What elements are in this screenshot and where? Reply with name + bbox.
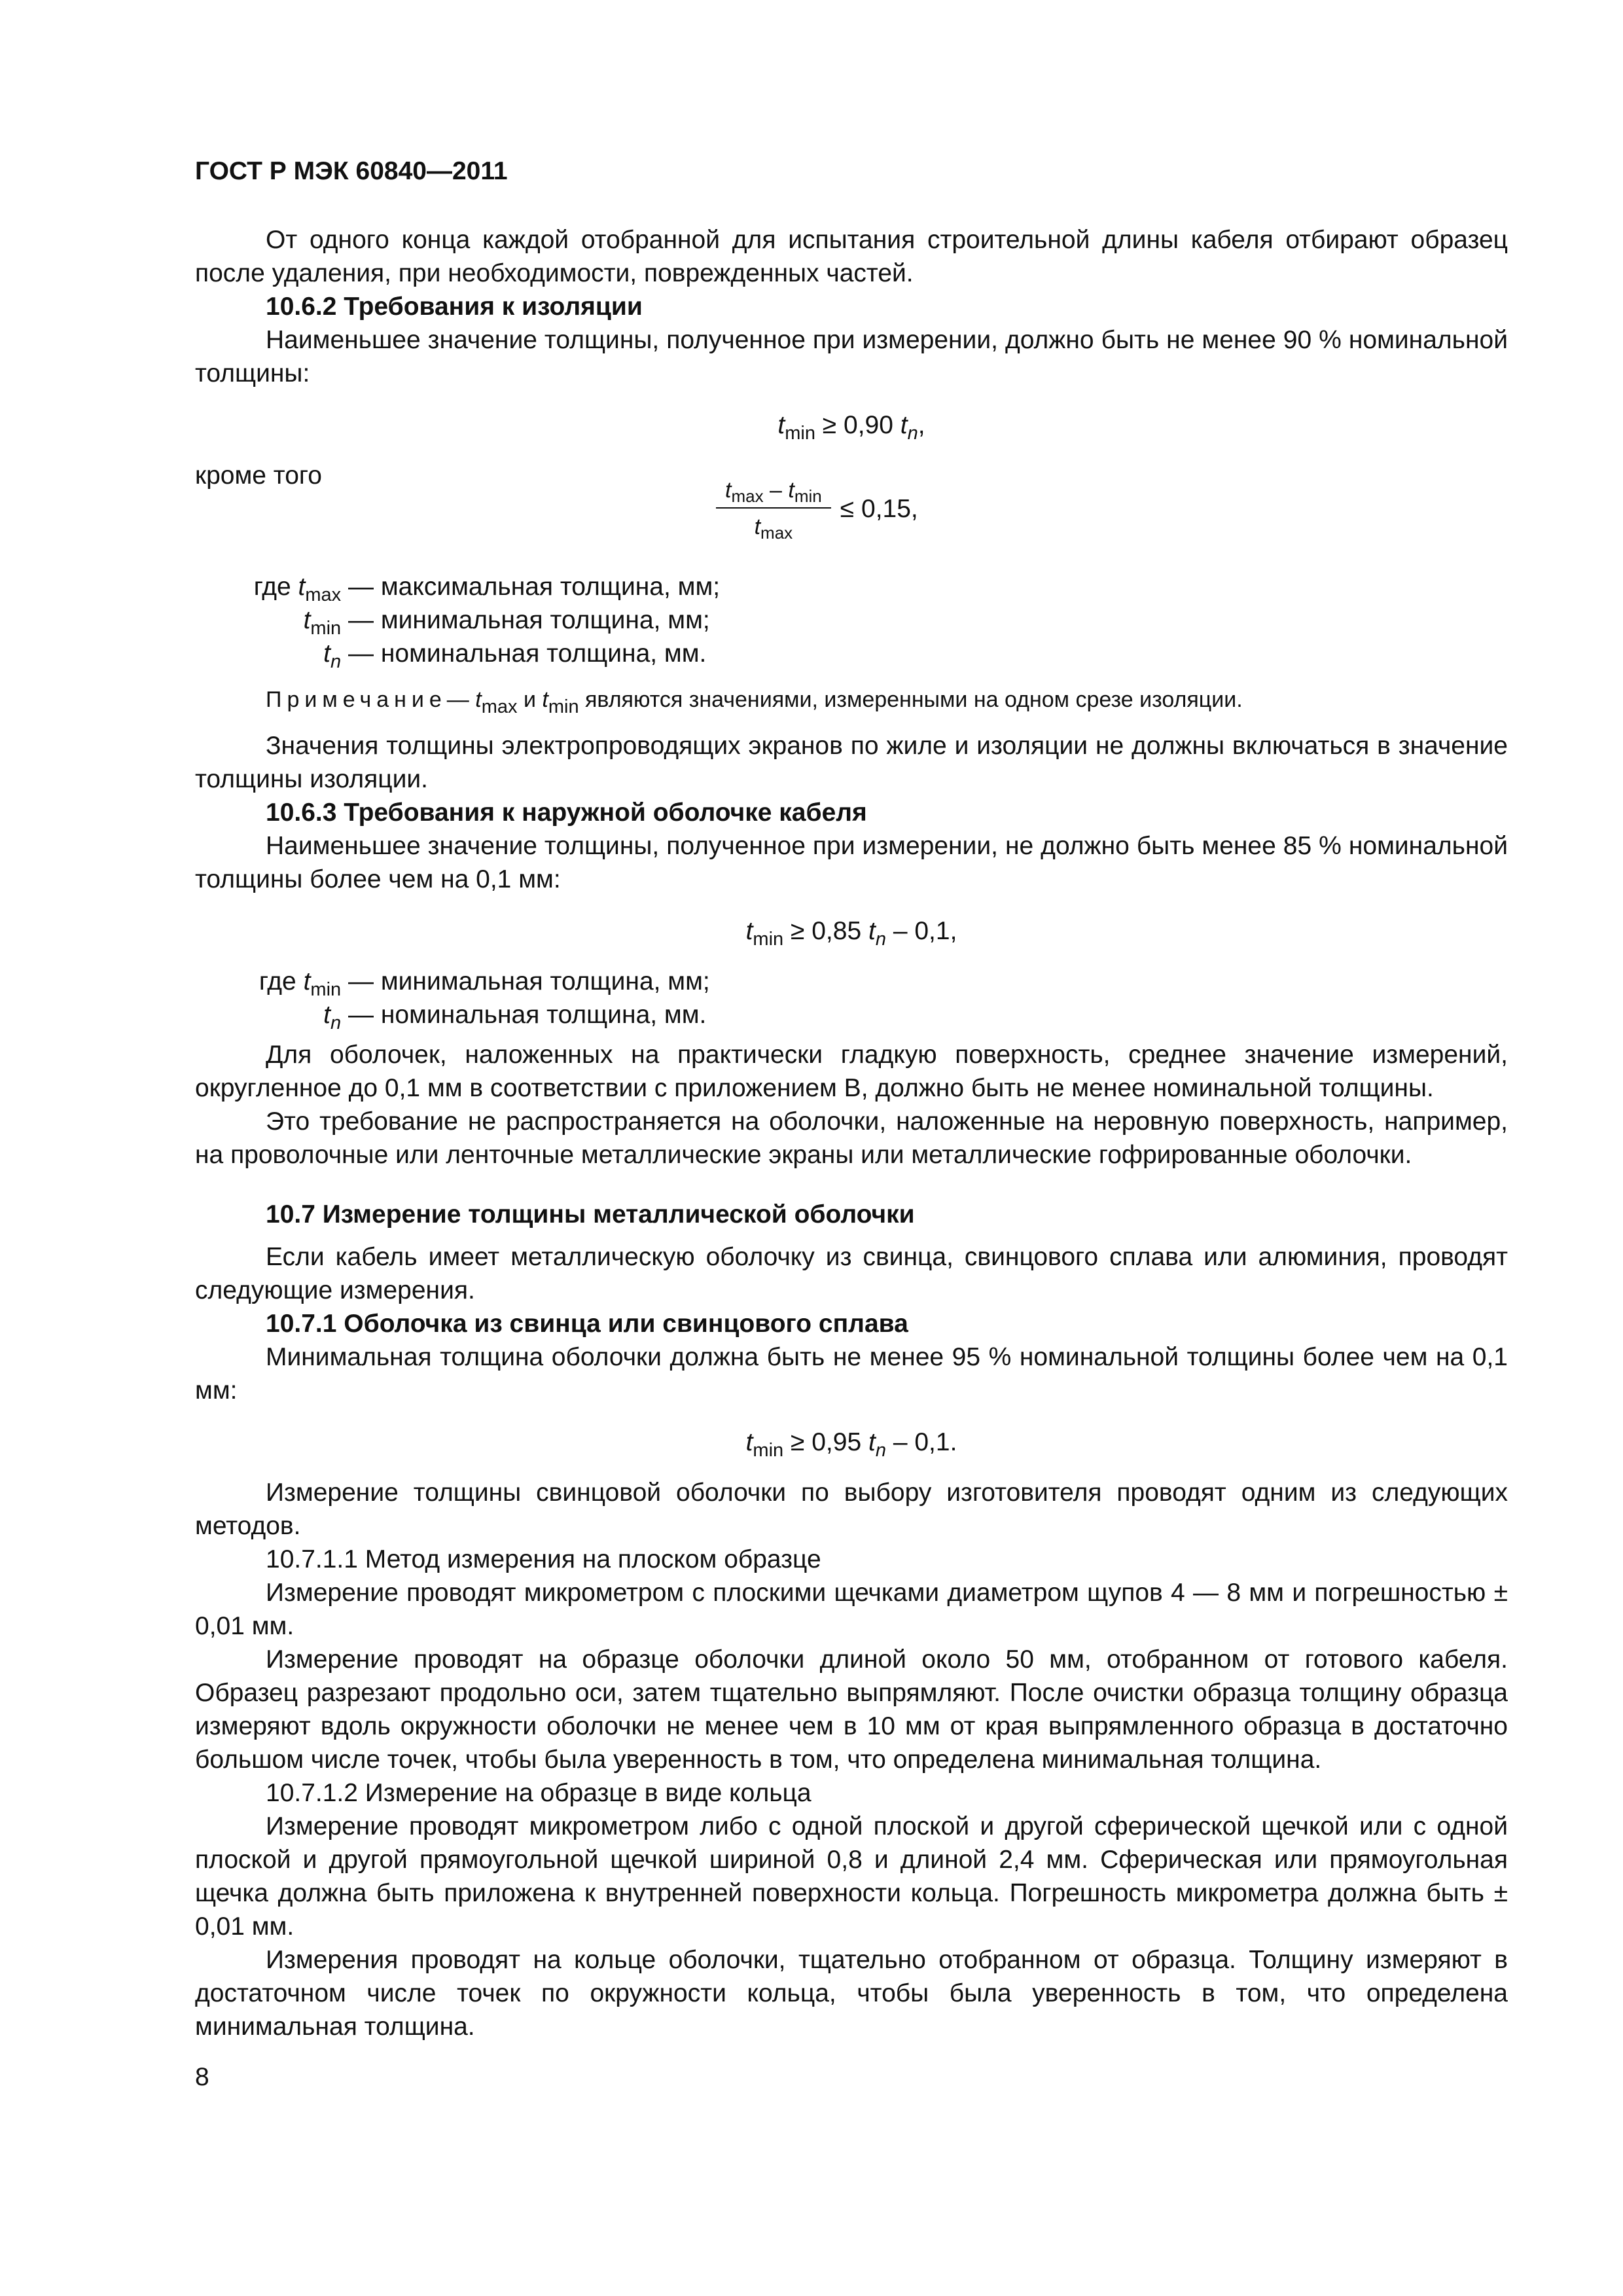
fraction: $\frac{t_{max} - t_{min}}{t_{max}}$ [716, 477, 831, 540]
formula-ratio [195, 459, 1508, 554]
paragraph: Измерение проводят микрометром либо с одной плоской и другой сферической щечкой или с одной плоской и другой прямоугольной щечкой шириной 0,8 и длиной 2,4 мм. Сферическая или прямоугольная щечка должна быть приложена к внутренней поверхности кольца. Погрешность микрометра должна быть ± 0,01 мм. [195, 1812, 1508, 1941]
legend-row: $t_{min}$ — минимальная толщина, мм; [303, 606, 710, 639]
fraction-rhs: ≤ 0,15, [840, 494, 918, 523]
note: Примечание— $t_{max}$ и $t_{min}$ являются значениями, измеренными на одном срезе изоляции. [266, 687, 1243, 717]
subsection-title-10-7-1-1: 10.7.1.1 Метод измерения на плоском образце [266, 1545, 821, 1573]
variable-legend [195, 965, 1508, 1031]
formula-tmin-085: $t_{min} \ge 0,85$ $t_n - 0,1$, [745, 917, 957, 950]
legend-row: $t_n$ — номинальная толщина, мм. [323, 1001, 707, 1033]
paragraph: Если кабель имеет металлическую оболочку из свинца, свинцового сплава или алюминия, проводят следующие измерения. [195, 1243, 1508, 1304]
paragraph: Наименьшее значение толщины, полученное при измерении, не должно быть менее 85 % номинальной толщины более чем на 0,1 мм: [195, 832, 1508, 893]
legend-row: где $t_{max}$ — максимальная толщина, мм; [253, 573, 721, 605]
paragraph: Для оболочек, наложенных на практически гладкую поверхность, среднее значение измерений, округленное до 0,1 мм в соответствии с приложением В, должно быть не менее номинальной толщины. [195, 1041, 1508, 1102]
formula-tmin-090: $t_{min} \ge 0,90$ $t_n$, [777, 411, 925, 444]
paragraph: От одного конца каждой отобранной для испытания строительной длины кабеля отбирают образец после удаления, при необходимости, поврежденных частей. [195, 226, 1508, 287]
section-title-10-6-2: 10.6.2 Требования к изоляции [266, 293, 643, 321]
section-title-10-7-1: 10.7.1 Оболочка из свинца или свинцового сплава [266, 1310, 908, 1338]
subsection-title-10-7-1-2: 10.7.1.2 Измерение на образце в виде кольца [266, 1779, 812, 1807]
paragraph: Значения толщины электропроводящих экранов по жиле и изоляции не должны включаться в значение толщины изоляции. [195, 732, 1508, 793]
paragraph: Измерение проводят микрометром с плоскими щечками диаметром щупов 4 — 8 мм и погрешностью ± 0,01 мм. [195, 1579, 1508, 1640]
legend-row: $t_n$ — номинальная толщина, мм. [323, 639, 707, 672]
section-title-10-6-3: 10.6.3 Требования к наружной оболочке кабеля [266, 798, 867, 827]
legend-row: где $t_{min}$ — минимальная толщина, мм; [259, 967, 710, 1000]
document-header: ГОСТ Р МЭК 60840—2011 [195, 157, 508, 185]
paragraph: Это требование не распространяется на оболочки, наложенные на неровную поверхность, например, на проволочные или ленточные металлические экраны или металлические гофрированные оболочки. [195, 1107, 1508, 1169]
section-title-10-7: 10.7 Измерение толщины металлической оболочки [266, 1200, 915, 1229]
page-number: 8 [195, 2063, 209, 2091]
paragraph: Измерение проводят на образце оболочки длиной около 50 мм, отобранном от готового кабеля. Образец разрезают продольно оси, затем тщательно выпрямляют. После очистки образца толщину образца измеряют вдоль окружности оболочки не менее чем в 10 мм от края выпрямленного образца в достаточно большом числе точек, чтобы была уверенность в том, что определена минимальная толщина. [195, 1645, 1508, 1774]
paragraph: Измерения проводят на кольце оболочки, тщательно отобранном от образца. Толщину измеряют в достаточном числе точек по окружности кольца, чтобы была уверенность в том, что определена минимальная толщина. [195, 1946, 1508, 2041]
variable-legend [195, 570, 1508, 670]
formula-lead-text: кроме того [195, 461, 322, 490]
paragraph: Наименьшее значение толщины, полученное при измерении, должно быть не менее 90 % номинальной толщины: [195, 326, 1508, 387]
paragraph: Измерение толщины свинцовой оболочки по выбору изготовителя проводят одним из следующих методов. [195, 1479, 1508, 1540]
formula-tmin-095: $t_{min} \ge 0,95$ $t_n - 0,1$. [745, 1428, 957, 1461]
paragraph: Минимальная толщина оболочки должна быть не менее 95 % номинальной толщины более чем на 0,1 мм: [195, 1343, 1508, 1405]
